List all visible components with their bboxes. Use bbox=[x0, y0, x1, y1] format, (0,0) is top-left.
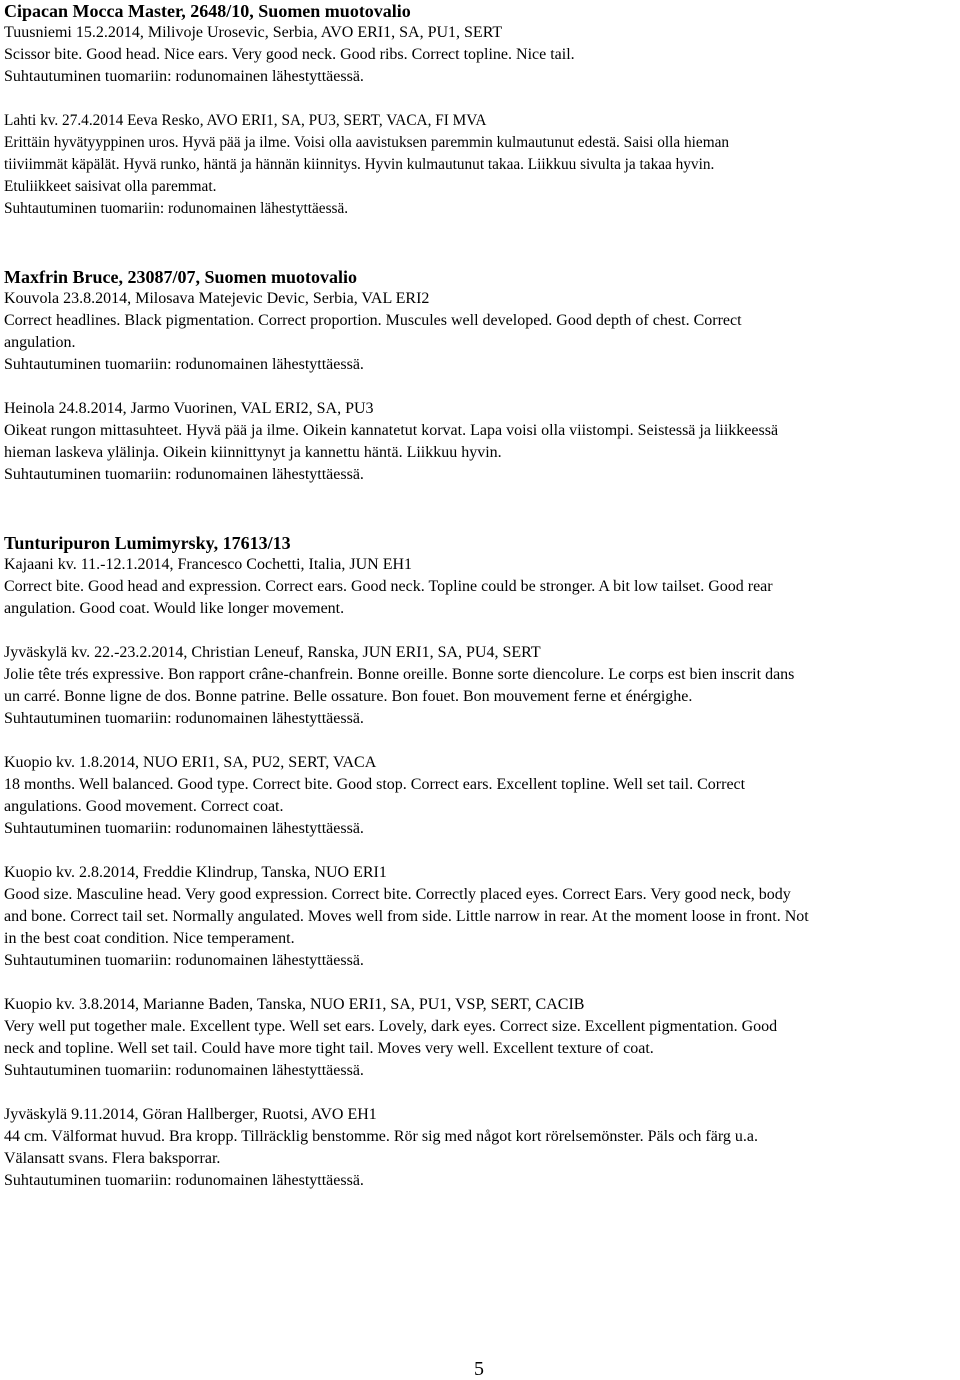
critique-line: neck and topline. Well set tail. Could have more tight tail. Moves very well. Excellent texture of coat. bbox=[4, 1040, 654, 1057]
show-critique bbox=[4, 752, 956, 840]
critique-line: Suhtautuminen tuomariin: rodunomainen lähestyttäessä. bbox=[4, 68, 364, 85]
show-critique bbox=[4, 22, 956, 88]
critique-line: Suhtautuminen tuomariin: rodunomainen lähestyttäessä. bbox=[4, 820, 364, 837]
critique-line: Tuusniemi 15.2.2014, Milivoje Urosevic, Serbia, AVO ERI1, SA, PU1, SERT bbox=[4, 24, 503, 41]
critique-line: in the best coat condition. Nice temperament. bbox=[4, 930, 295, 947]
critique-line: Jyväskylä 9.11.2014, Göran Hallberger, Ruotsi, AVO EH1 bbox=[4, 1106, 377, 1123]
critique-line: Välansatt svans. Flera baksporrar. bbox=[4, 1150, 221, 1167]
critique-line: Etuliikkeet saisivat olla paremmat. bbox=[4, 178, 217, 195]
critique-line: Very well put together male. Excellent type. Well set ears. Lovely, dark eyes. Correct size. Excellent pigmentation. Good bbox=[4, 1018, 778, 1035]
critique-line: Jyväskylä kv. 22.-23.2.2014, Christian Leneuf, Ranska, JUN ERI1, SA, PU4, SERT bbox=[4, 644, 541, 661]
critique-line: un carré. Bonne ligne de dos. Bonne patrine. Belle ossature. Bon fouet. Bon mouvement ferne et énérgighe. bbox=[4, 688, 693, 705]
page-number: 5 bbox=[474, 1358, 484, 1380]
critique-line: Lahti kv. 27.4.2014 Eeva Resko, AVO ERI1, SA, PU3, SERT, VACA, FI MVA bbox=[4, 112, 487, 129]
dog-title: Cipacan Mocca Master, 2648/10, Suomen muotovalio bbox=[4, 1, 411, 21]
dog-entry bbox=[4, 266, 956, 486]
critique-line: Suhtautuminen tuomariin: rodunomainen lähestyttäessä. bbox=[4, 710, 364, 727]
critique-line: Correct headlines. Black pigmentation. Correct proportion. Muscules well developed. Good depth of chest. Correct bbox=[4, 312, 742, 329]
critique-line: Kuopio kv. 3.8.2014, Marianne Baden, Tanska, NUO ERI1, SA, PU1, VSP, SERT, CACIB bbox=[4, 996, 585, 1013]
show-critique bbox=[4, 862, 956, 972]
dog-entry bbox=[4, 0, 956, 220]
critique-line: Suhtautuminen tuomariin: rodunomainen lähestyttäessä. bbox=[4, 200, 349, 217]
show-critique bbox=[4, 110, 956, 220]
dog-entry bbox=[4, 532, 956, 1192]
critique-line: Erittäin hyvätyyppinen uros. Hyvä pää ja ilme. Voisi olla aavistuksen paremmin kulmautunut edestä. Saisi olla hieman bbox=[4, 134, 730, 151]
dog-title: Maxfrin Bruce, 23087/07, Suomen muotovalio bbox=[4, 267, 357, 287]
critique-line: Suhtautuminen tuomariin: rodunomainen lähestyttäessä. bbox=[4, 356, 364, 373]
show-critique bbox=[4, 994, 956, 1082]
critique-line: Kuopio kv. 2.8.2014, Freddie Klindrup, Tanska, NUO ERI1 bbox=[4, 864, 387, 881]
critique-line: hieman laskeva ylälinja. Oikein kiinnittynyt ja kannettu häntä. Liikkuu hyvin. bbox=[4, 444, 502, 461]
critique-line: Kouvola 23.8.2014, Milosava Matejevic Devic, Serbia, VAL ERI2 bbox=[4, 290, 430, 307]
critique-line: Correct bite. Good head and expression. Correct ears. Good neck. Topline could be stronger. A bit low tailset. Good rear bbox=[4, 578, 773, 595]
critique-line: Scissor bite. Good head. Nice ears. Very good neck. Good ribs. Correct topline. Nice tail. bbox=[4, 46, 575, 63]
critique-line: angulation. Good coat. Would like longer movement. bbox=[4, 600, 345, 617]
critique-line: Good size. Masculine head. Very good expression. Correct bite. Correctly placed eyes. Correct Ears. Very good neck, body bbox=[4, 886, 791, 903]
show-critique bbox=[4, 554, 956, 620]
critique-line: Heinola 24.8.2014, Jarmo Vuorinen, VAL ERI2, SA, PU3 bbox=[4, 400, 374, 417]
critique-line: and bone. Correct tail set. Normally angulated. Moves well from side. Little narrow in rear. At the moment loose in front. Not bbox=[4, 908, 809, 925]
critique-line: Suhtautuminen tuomariin: rodunomainen lähestyttäessä. bbox=[4, 1172, 364, 1189]
critique-line: Kuopio kv. 1.8.2014, NUO ERI1, SA, PU2, SERT, VACA bbox=[4, 754, 377, 771]
show-critique bbox=[4, 288, 956, 376]
critique-line: 44 cm. Välformat huvud. Bra kropp. Tillräcklig benstomme. Rör sig med något kort rörelsemönster. Päls och färg u.a. bbox=[4, 1128, 758, 1145]
show-critique bbox=[4, 1104, 956, 1192]
show-critique bbox=[4, 398, 956, 486]
show-critique bbox=[4, 642, 956, 730]
dog-title: Tunturipuron Lumimyrsky, 17613/13 bbox=[4, 533, 291, 553]
critique-line: Suhtautuminen tuomariin: rodunomainen lähestyttäessä. bbox=[4, 952, 364, 969]
critique-line: tiiviimmät käpälät. Hyvä runko, häntä ja hännän kiinnitys. Hyvin kulmautunut takaa. Liikkuu sivulta ja takaa hyvin. bbox=[4, 156, 715, 173]
critique-line: Suhtautuminen tuomariin: rodunomainen lähestyttäessä. bbox=[4, 466, 364, 483]
critique-line: Oikeat rungon mittasuhteet. Hyvä pää ja ilme. Oikein kannatetut korvat. Lapa voisi olla viistompi. Seistessä ja liikkeessä bbox=[4, 422, 779, 439]
critique-line: Jolie tête trés expressive. Bon rapport crâne-chanfrein. Bonne oreille. Bonne sorte diencolure. Le corps est bien inscrit dans bbox=[4, 666, 795, 683]
critique-line: Kajaani kv. 11.-12.1.2014, Francesco Cochetti, Italia, JUN EH1 bbox=[4, 556, 413, 573]
critique-line: angulation. bbox=[4, 334, 76, 351]
critique-line: angulations. Good movement. Correct coat. bbox=[4, 798, 284, 815]
critique-line: Suhtautuminen tuomariin: rodunomainen lähestyttäessä. bbox=[4, 1062, 364, 1079]
critique-line: 18 months. Well balanced. Good type. Correct bite. Good stop. Correct ears. Excellent topline. Well set tail. Correct bbox=[4, 776, 746, 793]
